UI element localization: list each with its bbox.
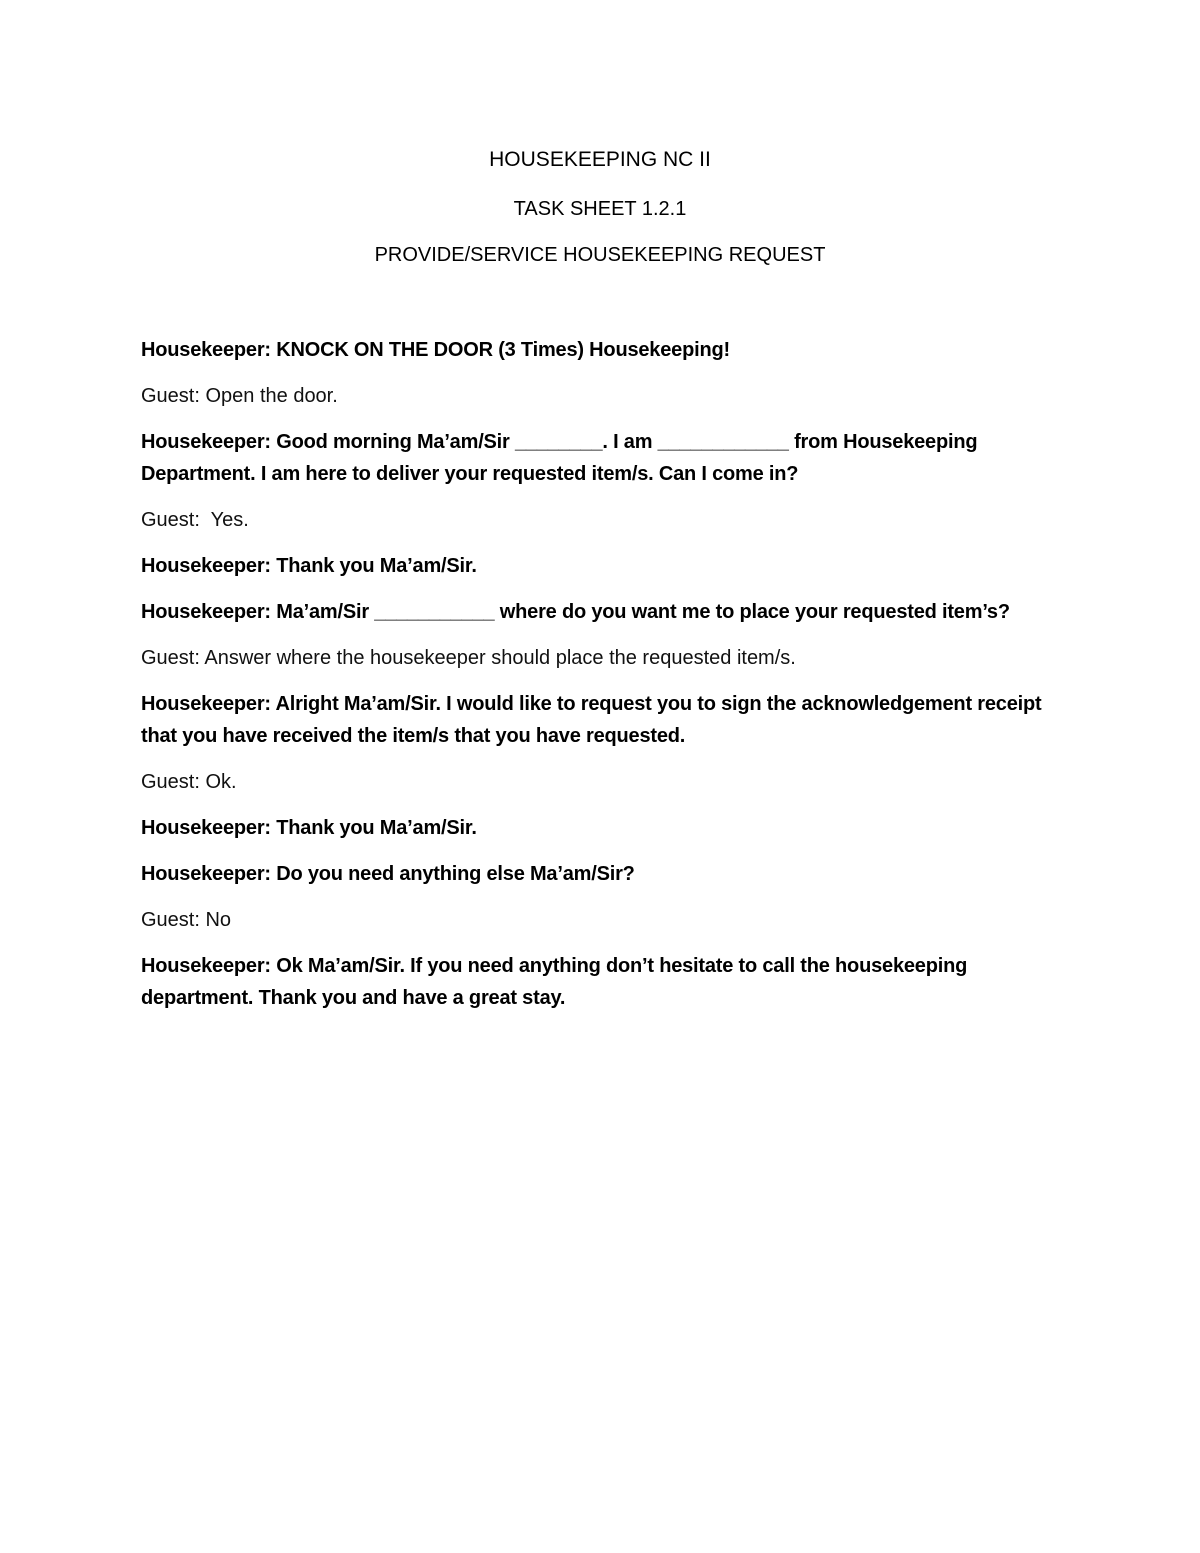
document-subtitle: PROVIDE/SERVICE HOUSEKEEPING REQUEST [374, 244, 826, 266]
guest-line: Guest: Ok. [141, 771, 237, 793]
housekeeper-line: Housekeeper: Alright Ma’am/Sir. I would like to request you to sign the acknowledgement receipt that you have received the item/s that you have requested. [141, 693, 1047, 747]
housekeeper-line: Housekeeper: Thank you Ma’am/Sir. [141, 817, 477, 839]
guest-line: Guest: No [141, 909, 232, 931]
guest-line: Guest: Yes. [141, 509, 249, 531]
guest-line: Guest: Answer where the housekeeper should place the requested item/s. [141, 647, 796, 669]
housekeeper-line: Housekeeper: Do you need anything else Ma’am/Sir? [141, 863, 635, 885]
housekeeper-line: Housekeeper: Ok Ma’am/Sir. If you need anything don’t hesitate to call the housekeeping department. Thank you and have a great stay. [141, 955, 973, 1009]
housekeeper-line: Housekeeper: Good morning Ma’am/Sir ________. I am ____________ from Housekeeping Department. I am here to deliver your requested item/s. Can I come in? [141, 431, 983, 485]
housekeeper-line: Housekeeper: KNOCK ON THE DOOR (3 Times) Housekeeping! [141, 339, 730, 361]
task-sheet-number: TASK SHEET 1.2.1 [513, 198, 687, 220]
dialogue-script [141, 334, 1071, 1028]
housekeeper-line: Housekeeper: Thank you Ma’am/Sir. [141, 555, 477, 577]
housekeeper-line: Housekeeper: Ma’am/Sir ___________ where do you want me to place your requested item’s? [141, 601, 1010, 623]
guest-line: Guest: Open the door. [141, 385, 338, 407]
document-title: HOUSEKEEPING NC II [489, 148, 711, 171]
